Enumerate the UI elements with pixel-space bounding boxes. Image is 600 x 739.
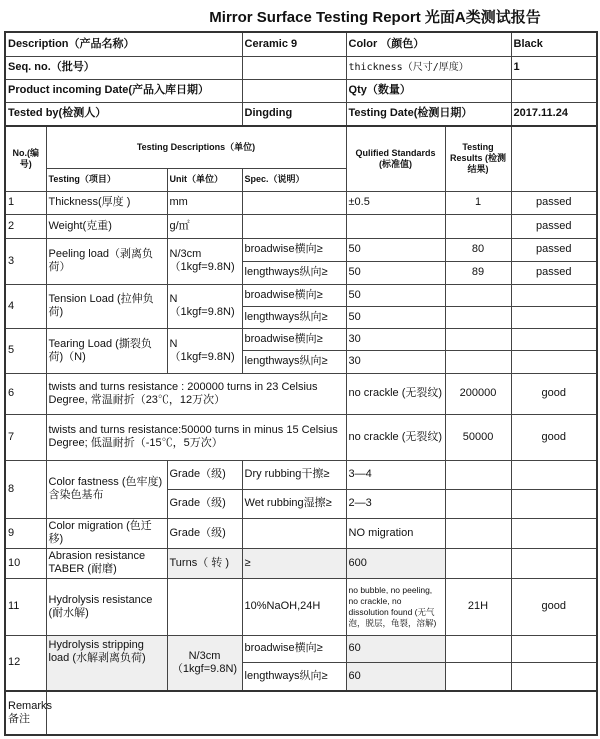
row-standard: 2—3 xyxy=(346,489,445,518)
row-spec: broadwise横向≥ xyxy=(242,238,346,261)
incoming-date-label: Product incoming Date(产品入库日期） xyxy=(5,79,242,102)
row-spec: broadwise横向≥ xyxy=(242,635,346,662)
table-row xyxy=(5,373,597,414)
row-judgement xyxy=(511,306,597,328)
table-row xyxy=(5,578,597,635)
row-unit: Grade（级) xyxy=(167,489,242,518)
incoming-date-value xyxy=(242,79,346,102)
row-unit: Grade（级) xyxy=(167,518,242,548)
remarks-label: Remarks 备注 xyxy=(5,691,46,735)
row-testing: Thickness(厚度 ) xyxy=(46,191,167,214)
row-standard: 60 xyxy=(346,662,445,691)
row-standard: ±0.5 xyxy=(346,191,445,214)
row-judgement: passed xyxy=(511,214,597,238)
row-standard: no bubble, no peeling, no crackle, no dissolution found (无气泡，脱层，龟裂，溶解) xyxy=(346,578,445,635)
header-standards: Qulified Standards (标准值) xyxy=(346,126,445,191)
row-judgement: good xyxy=(511,414,597,460)
row-no: 12 xyxy=(5,635,46,691)
row-result: 50000 xyxy=(445,414,511,460)
row-spec: Dry rubbing干擦≥ xyxy=(242,460,346,489)
row-standard: 30 xyxy=(346,350,445,373)
row-spec: lengthways纵向≥ xyxy=(242,350,346,373)
row-spec: lengthways纵向≥ xyxy=(242,306,346,328)
row-result xyxy=(445,635,511,662)
row-no: 8 xyxy=(5,460,46,518)
row-result xyxy=(445,328,511,350)
color-value: Black xyxy=(511,32,597,56)
row-result xyxy=(445,548,511,578)
header-descriptions: Testing Descriptions（单位) xyxy=(46,126,346,168)
table-row xyxy=(5,328,597,350)
report-title: Mirror Surface Testing Report 光面A类测试报告 xyxy=(209,9,541,26)
row-standard: 60 xyxy=(346,635,445,662)
thickness-label: thickness（尺寸/厚度） xyxy=(346,56,511,79)
row-testing: Peeling load（剥离负荷） xyxy=(46,238,167,284)
row-result xyxy=(445,518,511,548)
row-spec: 10%NaOH,24H xyxy=(242,578,346,635)
row-no: 1 xyxy=(5,191,46,214)
row-standard: 50 xyxy=(346,306,445,328)
row-unit: g/㎡ xyxy=(167,214,242,238)
table-row xyxy=(5,284,597,306)
row-standard: NO migration xyxy=(346,518,445,548)
row-standard: 50 xyxy=(346,284,445,306)
row-judgement: passed xyxy=(511,238,597,261)
row-unit: N （1kgf=9.8N) xyxy=(167,284,242,328)
row-result: 89 xyxy=(445,261,511,284)
table-row xyxy=(5,414,597,460)
header-unit: Unit（单位） xyxy=(167,168,242,191)
table-row xyxy=(5,548,597,578)
row-no: 4 xyxy=(5,284,46,328)
testing-date-label: Testing Date(检测日期） xyxy=(346,102,511,126)
row-testing: Hydrolysis resistance (耐水解) xyxy=(46,578,167,635)
row-judgement xyxy=(511,518,597,548)
row-spec xyxy=(242,518,346,548)
table-row xyxy=(5,460,597,489)
row-result xyxy=(445,460,511,489)
row-judgement xyxy=(511,284,597,306)
row-result: 80 xyxy=(445,238,511,261)
row-no: 7 xyxy=(5,414,46,460)
seq-value xyxy=(242,56,346,79)
row-testing: Tension Load (拉伸负荷) xyxy=(46,284,167,328)
header-testing: Testing（项目） xyxy=(46,168,167,191)
row-no: 11 xyxy=(5,578,46,635)
row-unit: mm xyxy=(167,191,242,214)
header-spec: Spec.（说明） xyxy=(242,168,346,191)
row-testing: Weight(克重) xyxy=(46,214,167,238)
color-label: Color （颜色） xyxy=(346,32,511,56)
row-result: 200000 xyxy=(445,373,511,414)
row-result xyxy=(445,489,511,518)
row-spec xyxy=(242,214,346,238)
row-standard: no crackle (无裂纹) xyxy=(346,373,445,414)
row-spec: broadwise横向≥ xyxy=(242,284,346,306)
row-judgement: good xyxy=(511,373,597,414)
row-result: 21H xyxy=(445,578,511,635)
row-result xyxy=(445,350,511,373)
row-judgement xyxy=(511,548,597,578)
row-spec: broadwise横向≥ xyxy=(242,328,346,350)
description-label: Description（产品名称） xyxy=(5,32,242,56)
row-testing: Color migration (色迁移) xyxy=(46,518,167,548)
row-no: 3 xyxy=(5,238,46,284)
description-value: Ceramic 9 xyxy=(242,32,346,56)
row-judgement xyxy=(511,489,597,518)
row-result xyxy=(445,306,511,328)
row-standard: 3—4 xyxy=(346,460,445,489)
thickness-value: 1 xyxy=(511,56,597,79)
row-testing: Color fastness (色牢度) 含染色基布 xyxy=(46,460,167,518)
row-testing: Hydrolysis stripping load (水解剥离负荷) xyxy=(46,635,167,691)
row-testing: twists and turns resistance : 200000 turns in 23 Celsius Degree, 常温耐折（23℃，12万次） xyxy=(46,373,346,414)
table-row xyxy=(5,518,597,548)
row-standard: 30 xyxy=(346,328,445,350)
row-testing: twists and turns resistance:50000 turns in minus 15 Celsius Degree; 低温耐折（-15℃，5万次） xyxy=(46,414,346,460)
remarks-value xyxy=(46,691,597,735)
testing-date-value: 2017.11.24 xyxy=(511,102,597,126)
table-row xyxy=(5,214,597,238)
row-no: 2 xyxy=(5,214,46,238)
table-row xyxy=(5,238,597,261)
row-unit: Turns（ 转 ) xyxy=(167,548,242,578)
row-no: 5 xyxy=(5,328,46,373)
row-standard: 600 xyxy=(346,548,445,578)
tested-by-value: Dingding xyxy=(242,102,346,126)
row-standard xyxy=(346,214,445,238)
qty-value xyxy=(511,79,597,102)
row-standard: 50 xyxy=(346,261,445,284)
row-no: 6 xyxy=(5,373,46,414)
row-unit: N （1kgf=9.8N) xyxy=(167,328,242,373)
tested-by-label: Tested by(检测人） xyxy=(5,102,242,126)
row-unit: Grade（级) xyxy=(167,460,242,489)
row-unit: N/3cm （1kgf=9.8N) xyxy=(167,635,242,691)
row-spec: Wet rubbing湿擦≥ xyxy=(242,489,346,518)
row-judgement xyxy=(511,460,597,489)
row-judgement: good xyxy=(511,578,597,635)
row-unit: N/3cm （1kgf=9.8N) xyxy=(167,238,242,284)
row-spec: ≥ xyxy=(242,548,346,578)
table-row xyxy=(5,191,597,214)
row-unit xyxy=(167,578,242,635)
header-results: Testing Results (检测结果) xyxy=(445,126,511,191)
row-result xyxy=(445,284,511,306)
row-judgement xyxy=(511,350,597,373)
row-spec xyxy=(242,191,346,214)
report-table xyxy=(4,31,598,736)
row-result xyxy=(445,214,511,238)
row-standard: 50 xyxy=(346,238,445,261)
qty-label: Qty（数量） xyxy=(346,79,511,102)
row-judgement xyxy=(511,328,597,350)
row-judgement: passed xyxy=(511,191,597,214)
row-result: 1 xyxy=(445,191,511,214)
row-no: 10 xyxy=(5,548,46,578)
row-judgement xyxy=(511,662,597,691)
row-judgement xyxy=(511,635,597,662)
row-result xyxy=(445,662,511,691)
row-testing: Tearing Load (撕裂负荷)（N) xyxy=(46,328,167,373)
row-judgement: passed xyxy=(511,261,597,284)
row-spec: lengthways纵向≥ xyxy=(242,662,346,691)
row-testing: Abrasion resistance TABER (耐磨) xyxy=(46,548,167,578)
header-no: No.(编号) xyxy=(5,126,46,191)
table-row xyxy=(5,635,597,662)
seq-label: Seq. no.（批号） xyxy=(5,56,242,79)
row-spec: lengthways纵向≥ xyxy=(242,261,346,284)
header-judgement xyxy=(511,126,597,191)
row-no: 9 xyxy=(5,518,46,548)
row-standard: no crackle (无裂纹) xyxy=(346,414,445,460)
